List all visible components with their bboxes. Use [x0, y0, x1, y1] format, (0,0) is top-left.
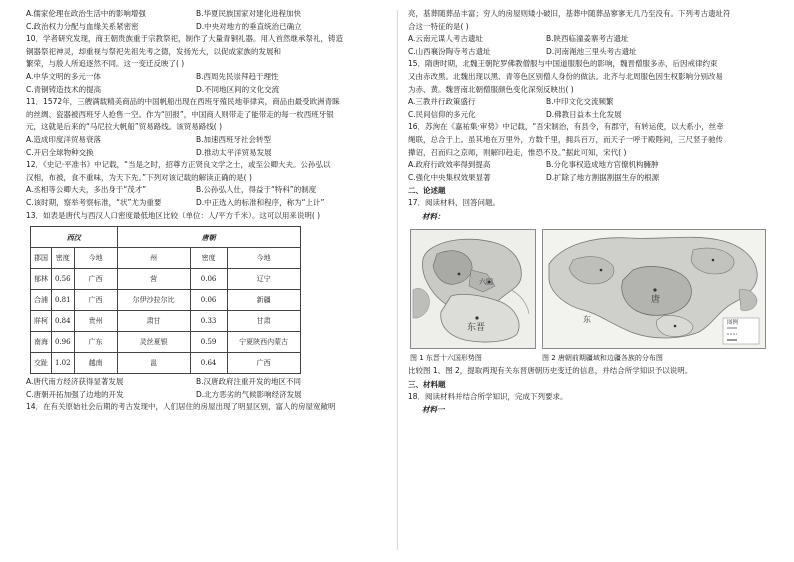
- q10-options: [26, 71, 386, 84]
- q10-option-b[interactable]: B.西周先民崇拜趋于理性: [196, 71, 279, 81]
- material-label: 材料：: [422, 211, 445, 221]
- era-han-header: 西汉: [31, 227, 118, 248]
- q11-options: [26, 134, 386, 147]
- q9-options-row2: [26, 21, 386, 34]
- table-cell: 新疆: [227, 290, 300, 311]
- map-tang-frontier-svg: [543, 230, 765, 348]
- q10-stem-line: 10．学者研究发现，商王朝贵族重于宗教祭祀，制作了大量青铜礼器。用人首然继承祭礼，铸造: [26, 34, 344, 44]
- q15-stem-line: 为赤、黄。魏晋南北朝僧服颜色变化深刻反映出( ): [408, 84, 574, 94]
- q15-options-row2: [408, 109, 772, 122]
- q10-stem-line: 铜器祭祀神灵，却重视与祭祀先祖先考之德，发扬光大，以促成家族的发展和: [26, 46, 281, 56]
- table-cell: 贵州: [74, 311, 117, 332]
- q11-stem-line: 11．1572年，三艘满载精美商品的中国帆船出现在西班牙殖民地菲律宾，商品由最受欧洲青睐: [26, 97, 340, 107]
- table-header-cell: 密度: [190, 248, 227, 269]
- q15-option-b[interactable]: B.中印文化交流频繁: [546, 97, 614, 107]
- table-cell: 肃甘: [117, 311, 190, 332]
- map-label-eastern-jin: 东晋: [467, 321, 486, 332]
- q12-option-a[interactable]: A.丞相等公卿大夫，多出身于“茂才”: [26, 185, 147, 195]
- map-label-east: 东: [583, 314, 591, 324]
- q12-options: [26, 184, 386, 197]
- table-cell: 0.06: [190, 269, 227, 290]
- table-row: [31, 269, 301, 290]
- q14-options-row2: [408, 46, 772, 59]
- q11-option-a[interactable]: A.造成印度洋贸易衰落: [26, 134, 101, 144]
- q14-option-b[interactable]: B.陕西临潼姜寨考古遗址: [546, 34, 629, 44]
- table-header-cell: 今地: [227, 248, 300, 269]
- map-tang-frontier: [542, 229, 766, 349]
- table-row: [31, 290, 301, 311]
- table-row: [31, 353, 301, 374]
- table-cell: 0.56: [52, 269, 75, 290]
- table-cell: 邕: [117, 353, 190, 374]
- table-cell: 0.96: [52, 332, 75, 353]
- q16-option-b[interactable]: B.分化事权造成地方官僚机构臃肿: [546, 160, 659, 170]
- q9-option-d[interactable]: D.中央对地方的垂直统治已确立: [196, 21, 302, 31]
- q10-option-d[interactable]: D.不同地区间的文化交流: [196, 84, 280, 94]
- q11-stem-line: 元，这就是后来的“马尼拉大帆船”贸易路线。该贸易路线( ): [26, 122, 223, 132]
- table-cell: 合浦: [31, 290, 52, 311]
- q16-options: [408, 159, 772, 172]
- table-header-cell: 郡国: [31, 248, 52, 269]
- q13-stem: 13．如表是唐代与西汉人口密度最低地区比较（单位：人/平方千米）。这可以用来说明( ): [26, 210, 321, 220]
- q12-stem-line: 汉相，布被，食不重味，为天下先。”下列对该记载的解读正确的是( ): [26, 172, 252, 182]
- table-header-row: [31, 248, 301, 269]
- q11-stem-line: 的丝绸、瓷器被西班牙人抢售一空。作为“回报”，中国商人则带走了能带走的每一枚西班牙银: [26, 109, 334, 119]
- q13-options: [26, 376, 386, 389]
- table-cell: 甘肃: [227, 311, 300, 332]
- q12-option-d[interactable]: D.中正选入的标准和程序，称为“上计”: [196, 197, 325, 207]
- table-row: [31, 311, 301, 332]
- q13-option-c[interactable]: C.唐朝开拓加强了边地的开发: [26, 389, 124, 399]
- table-cell: 交趾: [31, 353, 52, 374]
- table-header-cell: 州: [117, 248, 190, 269]
- table-cell: 牂柯: [31, 311, 52, 332]
- map-legend-title: 图例: [727, 319, 739, 326]
- q16-stem-line: 绳联，总合于上。虽其地在万里外，方数千里，拥兵百万，而天子一呼于殿陛间，三尺竖子驰传: [408, 134, 723, 144]
- table-cell: 灵丝夏银: [117, 332, 190, 353]
- fig1-caption: 图 1 东晋十六国形势图: [410, 353, 482, 362]
- q16-option-a[interactable]: A.政府行政效率得到提高: [408, 160, 491, 170]
- table-cell: 郁林: [31, 269, 52, 290]
- q14-option-d[interactable]: D.河南渑池三里头考古遗址: [546, 46, 637, 56]
- q11-option-b[interactable]: B.加速西班牙社会转型: [196, 134, 272, 144]
- q9-options: [26, 8, 386, 21]
- q10-option-c[interactable]: C.青铜铸造技术的提高: [26, 84, 102, 94]
- map-figures: [410, 229, 772, 349]
- question-12: [26, 159, 386, 184]
- q11-options-row2: [26, 147, 386, 160]
- table-cell: 0.81: [52, 290, 75, 311]
- table-cell: 广西: [227, 353, 300, 374]
- q16-option-d[interactable]: D.扩除了地方割据割据生存的根源: [546, 172, 660, 182]
- table-era-row: [31, 227, 301, 248]
- section-heading-essay: 二、论述题: [408, 186, 446, 196]
- fig2-caption: 图 2 唐朝前期疆域和边疆各族的分布图: [542, 353, 663, 362]
- table-header-cell: 今地: [74, 248, 117, 269]
- q15-option-c[interactable]: C.民间信仰的多元化: [408, 109, 476, 119]
- q18-stem: 18．阅读材料并结合所学知识，完成下列要求。: [408, 391, 568, 401]
- table-cell: 0.59: [190, 332, 227, 353]
- q15-stem-line: 又由赤改黑。北魏出现以黑、青等色区别僧人身份的做法。北齐与北周服色因生权影响分别改易: [408, 71, 723, 81]
- map-eastern-jin-svg: [411, 230, 535, 348]
- table-cell: 0.84: [52, 311, 75, 332]
- q11-option-d[interactable]: D.推动太平洋贸易发展: [196, 147, 272, 157]
- table-header-cell: 密度: [52, 248, 75, 269]
- q9-option-a[interactable]: A.儒家伦理在政治生活中的影响增强: [26, 9, 146, 18]
- q17-body: 比较图 1、图 2，提取两现有关东晋唐朝历史变迁的信息，并结合所学知识予以说明。: [408, 365, 693, 375]
- table-cell: 广西: [74, 269, 117, 290]
- table-cell: 营: [117, 269, 190, 290]
- map-captions: [408, 351, 772, 365]
- q16-options-row2: [408, 172, 772, 185]
- q16-stem-line: 16．苏洵在《嘉祐集·审势》中记载，“吾宋制治，有县令，有郡守，有转运使，以大系小，丝牵: [408, 122, 724, 132]
- q10-options-row2: [26, 84, 386, 97]
- table-cell: 尔伊沙拉尔比: [117, 290, 190, 311]
- q15-stem-line: 15．隋唐时期，北魏王朝陀罗佛教僧服与中国道服服色的影响，魏晋僧服多赤，后因戒律约束: [408, 59, 718, 69]
- material-1-label: 材料一: [422, 405, 445, 415]
- q14-options: [408, 33, 772, 46]
- table-cell: 0.06: [190, 290, 227, 311]
- q14-option-c[interactable]: C.山西襄汾陶寺考古遗址: [408, 46, 491, 56]
- right-column: [408, 8, 772, 416]
- q15-option-d[interactable]: D.佛教日益本土化发展: [546, 109, 622, 119]
- table-cell: 1.02: [52, 353, 75, 374]
- section-heading-material: 三、材料题: [408, 379, 446, 389]
- q12-options-row2: [26, 197, 386, 210]
- map-label-region: 六国: [479, 278, 493, 286]
- column-divider: [397, 10, 398, 550]
- q15-options: [408, 96, 772, 109]
- q16-stem-line: 撵诏，召而归之京师，则解印趋走，惟恐不及。”据此可知，宋代( ): [408, 147, 627, 157]
- q16-option-c[interactable]: C.强化中央集权效果显著: [408, 172, 491, 182]
- map-label-tang: 唐: [651, 293, 661, 304]
- q14-stem-cont: 亮，基葬随葬品丰富；穷人的房屋则矮小破旧，基葬中随葬品寥寥无几乃至没有。下列考古遗址符: [408, 9, 731, 18]
- left-column: [26, 8, 386, 414]
- table-cell: 广西: [74, 290, 117, 311]
- q17-stem: 17．阅读材料，回答问题。: [408, 198, 501, 208]
- q10-stem-line: 繁荣，与殷人所追逐然不同。这一变迁反映了( ): [26, 59, 185, 69]
- table-cell: 0.64: [190, 353, 227, 374]
- q11-option-c[interactable]: C.开启全球物种交换: [26, 147, 94, 157]
- question-11: [26, 96, 386, 134]
- q9-option-c[interactable]: C.政治权力分配与血缘关系紧密密: [26, 21, 139, 31]
- table-cell: 广东: [74, 332, 117, 353]
- table-cell: 南海: [31, 332, 52, 353]
- era-tang-header: 唐朝: [117, 227, 300, 248]
- q14-option-a[interactable]: A.云南元谋人考古遗址: [408, 34, 483, 44]
- table-cell: 宁夏陕西内蒙古: [227, 332, 300, 353]
- map-eastern-jin: [410, 229, 536, 349]
- q13-option-a[interactable]: A.唐代南方经济获得显著发展: [26, 377, 124, 387]
- q15-option-a[interactable]: A.三教并行政策盛行: [408, 97, 476, 107]
- q12-option-c[interactable]: C.该时期，察举考察标准，“状”尤为重要: [26, 197, 162, 207]
- population-density-table: [30, 226, 301, 374]
- q12-option-b[interactable]: B.公孙弘人仕，得益于“特科”的制度: [196, 185, 317, 195]
- q14-stem: 14．在有关原始社会后期的考古发现中，人们居住的房屋出现了明显区别，富人的房屋宽敞明: [26, 402, 336, 412]
- table-row: [31, 332, 301, 353]
- q13-option-d[interactable]: D.北方恶劣的气候影响经济发展: [196, 389, 302, 399]
- q12-stem-line: 12．《史记·平准书》中记载，“当是之时，招尊方正贤良文学之士，或至公卿大夫。公孙弘以: [26, 160, 331, 170]
- question-15: [408, 58, 772, 96]
- q9-option-b[interactable]: B.华夏民族国家对建化进程加快: [196, 9, 302, 18]
- q10-option-a[interactable]: A.中华文明的多元一体: [26, 71, 101, 81]
- table-cell: 0.33: [190, 311, 227, 332]
- question-10: [26, 33, 386, 71]
- table-cell: 辽宁: [227, 269, 300, 290]
- q14-stem-cont: 合这一特征的是( ): [408, 21, 469, 31]
- q13-options-row2: [26, 389, 386, 402]
- question-16: [408, 121, 772, 159]
- q13-option-b[interactable]: B.汉唐政府注重开发的地区不同: [196, 377, 302, 387]
- table-cell: 越南: [74, 353, 117, 374]
